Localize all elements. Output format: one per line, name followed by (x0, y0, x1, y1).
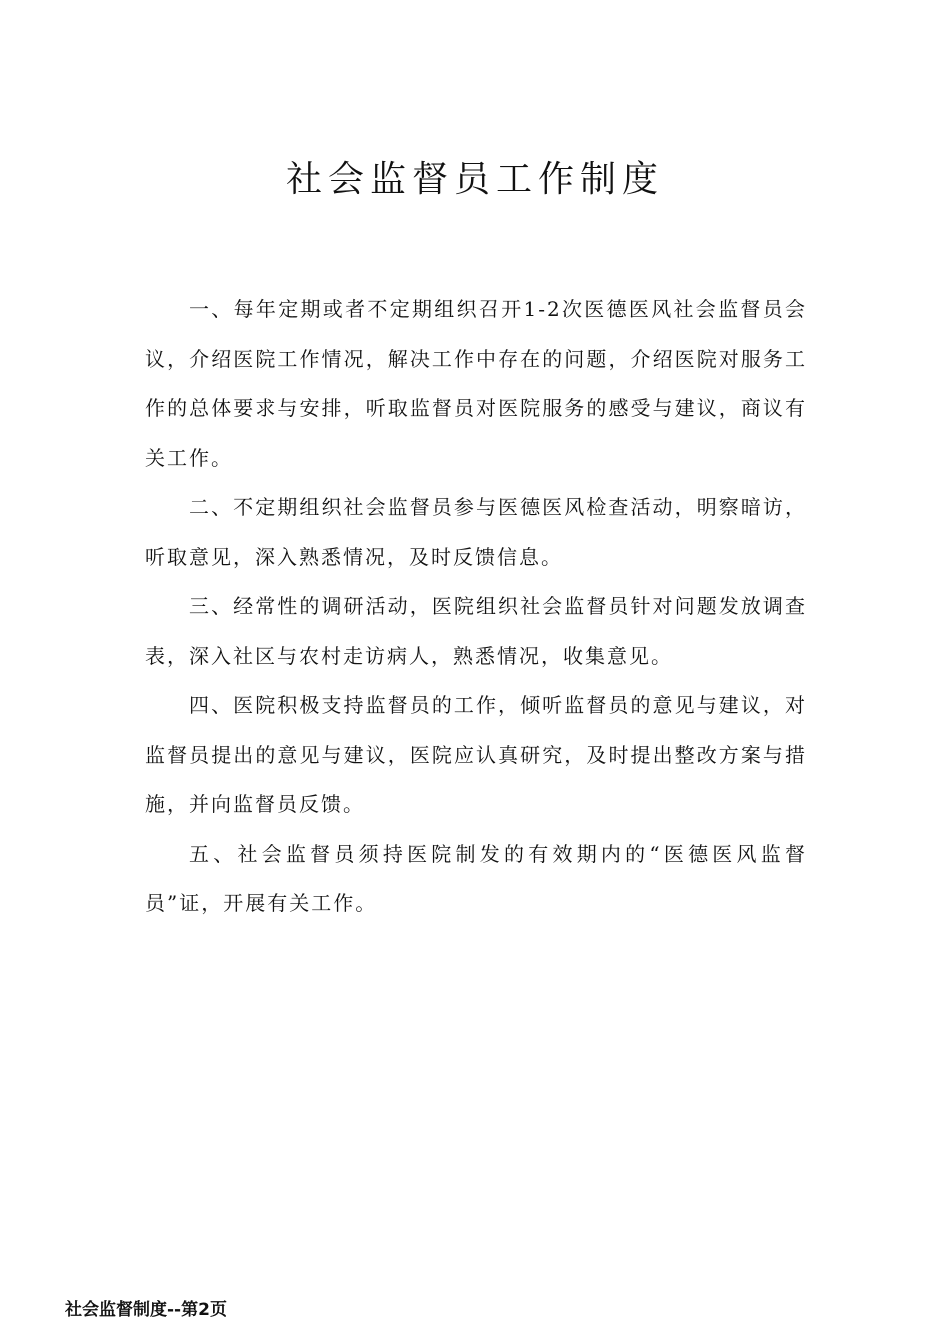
paragraph-4: 四、医院积极支持监督员的工作，倾听监督员的意见与建议，对监督员提出的意见与建议，医院应认真研究，及时提出整改方案与措施，并向监督员反馈。 (145, 693, 807, 816)
paragraph-3: 三、经常性的调研活动，医院组织社会监督员针对问题发放调查表，深入社区与农村走访病人，熟悉情况，收集意见。 (145, 594, 807, 668)
document-title: 社会监督员工作制度 (285, 159, 664, 200)
paragraph-2: 二、不定期组织社会监督员参与医德医风检查活动，明察暗访，听取意见，深入熟悉情况，及时反馈信息。 (145, 495, 807, 569)
page-footer: 社会监督制度--第2页 (65, 1300, 227, 1320)
document-body (145, 285, 807, 929)
paragraph-1: 一、每年定期或者不定期组织召开1-2次医德医风社会监督员会议，介绍医院工作情况，解决工作中存在的问题，介绍医院对服务工作的总体要求与安排，听取监督员对医院服务的感受与建议，商议有关工作。 (145, 297, 807, 470)
paragraph-5: 五、社会监督员须持医院制发的有效期内的“医德医风监督员”证，开展有关工作。 (145, 841, 807, 915)
